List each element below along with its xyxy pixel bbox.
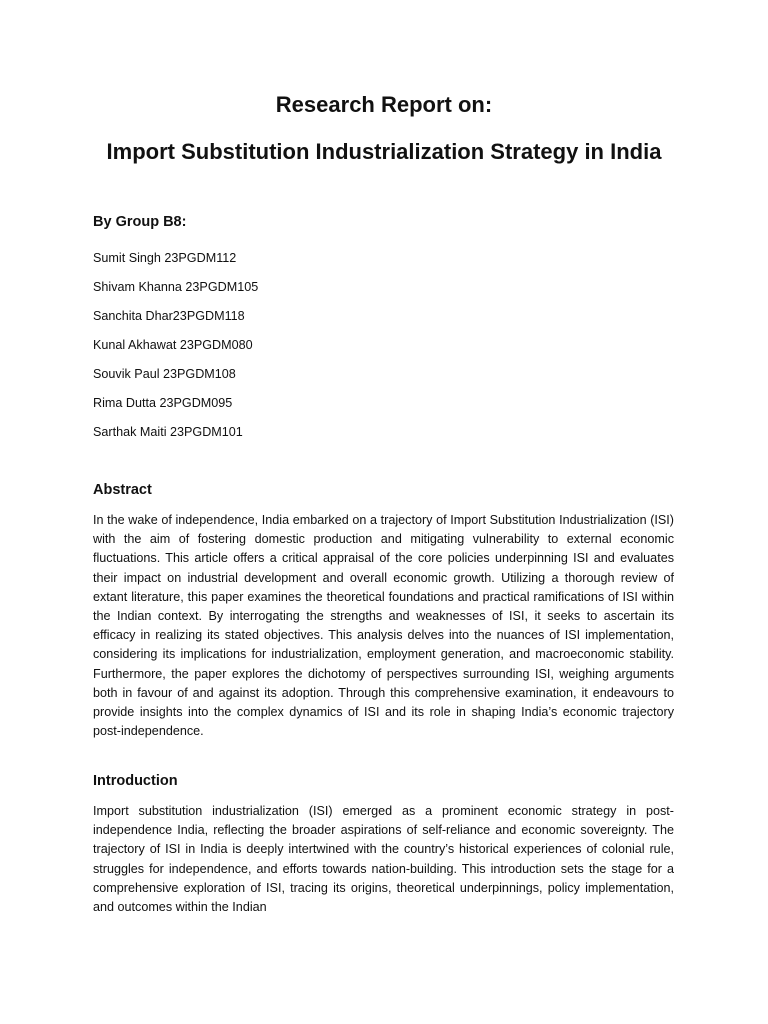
abstract-heading: Abstract: [93, 482, 152, 498]
member-list: [93, 244, 258, 447]
member-item: Rima Dutta 23PGDM095: [93, 396, 233, 410]
introduction-paragraph: Import substitution industrialization (ISI) emerged as a prominent economic strategy in post-independence India, reflecting the broader aspirations of self-reliance and economic sovereignty. The trajectory of ISI in India is deeply intertwined with the country’s historical experiences of colonial rule, struggles for independence, and efforts towards nation-building. This introduction sets the stage for a comprehensive exploration of ISI, tracing its origins, theoretical underpinnings, policy implementation, and outcomes within the Indian: [93, 804, 674, 915]
report-title-line-1: Research Report on:: [275, 92, 493, 117]
member-item: Souvik Paul 23PGDM108: [93, 367, 236, 381]
member-item: Kunal Akhawat 23PGDM080: [93, 338, 253, 352]
member-item: Sanchita Dhar23PGDM118: [93, 309, 245, 323]
report-title-line-2: Import Substitution Industrialization Strategy in India: [106, 139, 662, 164]
introduction-heading: Introduction: [93, 773, 178, 789]
member-item: Shivam Khanna 23PGDM105: [93, 280, 259, 294]
member-item: Sarthak Maiti 23PGDM101: [93, 425, 243, 439]
member-item: Sumit Singh 23PGDM112: [93, 251, 237, 265]
group-heading: By Group B8:: [93, 214, 187, 230]
abstract-paragraph: In the wake of independence, India embarked on a trajectory of Import Substitution Industrialization (ISI) with the aim of fostering domestic production and mitigating vulnerability to external economic fluctuations. This article offers a critical appraisal of the core policies underpinning ISI and evaluates their impact on industrial development and overall economic growth. Utilizing a thorough review of extant literature, this paper examines the theoretical foundations and practical ramifications of ISI within the Indian context. By interrogating the strengths and weaknesses of ISI, it seeks to ascertain its efficacy in realizing its stated objectives. This analysis delves into the nuances of ISI implementation, considering its implications for industrialization, employment generation, and macroeconomic stability. Furthermore, the paper explores the dichotomy of perspectives surrounding ISI, weighing arguments both in favour of and against its adoption. Through this comprehensive examination, it endeavours to provide insights into the complex dynamics of ISI and its role in shaping India’s economic trajectory post-independence.: [93, 513, 674, 739]
